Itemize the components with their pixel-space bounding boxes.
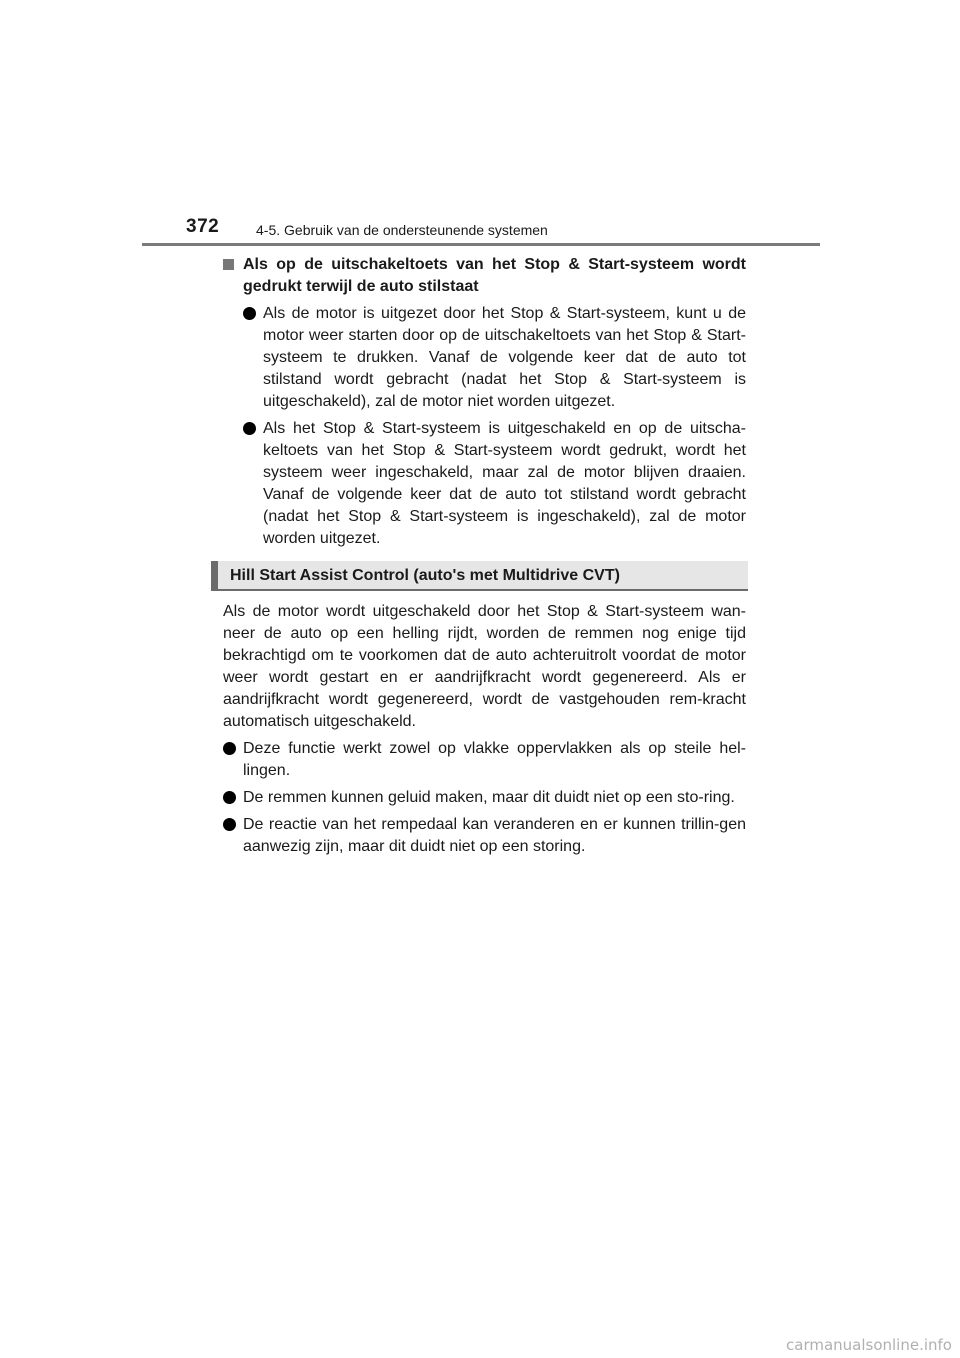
bullet-dot-icon xyxy=(223,818,236,831)
bullet-dot-icon xyxy=(243,422,256,435)
list-item-text: De remmen kunnen geluid maken, maar dit duidt niet op een sto-ring. xyxy=(243,789,735,806)
bullet-dot-icon xyxy=(223,742,236,755)
list-item-text: Als het Stop & Start-systeem is uitgeschakeld en op de uitscha-keltoets van het Stop & Start-systeem wordt gedrukt, wordt het systeem weer ingeschakeld, maar zal de motor blijven draaien. Vanaf de volgende keer dat de auto tot stilstand wordt gebracht (nadat het Stop & Start-systeem is ingeschakeld), zal de motor worden uitgezet. xyxy=(263,420,746,547)
bullet-dot-icon xyxy=(223,791,236,804)
subsection-heading-text: Als op de uitschakeltoets van het Stop & Start-systeem wordt gedrukt terwijl de auto stilstaat xyxy=(243,256,746,295)
section-heading-bar xyxy=(211,561,218,591)
section-heading: Hill Start Assist Control (auto's met Multidrive CVT) xyxy=(230,567,620,584)
section-intro-paragraph: Als de motor wordt uitgeschakeld door het Stop & Start-systeem wan-neer de auto op een helling rijdt, worden de remmen nog enige tijd bekrachtigd om te voorkomen dat de auto achteruitrolt voordat de motor weer wordt gestart en er aandrijfkracht wordt gegenereerd. Als er aandrijfkracht wordt gegenereerd, wordt de vastgehouden rem-kracht automatisch uitgeschakeld. xyxy=(223,603,746,730)
list-item-text: Deze functie werkt zowel op vlakke oppervlakken als op steile hel-lingen. xyxy=(243,740,746,779)
subsection-heading xyxy=(223,254,746,298)
section-title: 4-5. Gebruik van de ondersteunende systemen xyxy=(256,222,548,238)
section-heading-box xyxy=(211,561,748,591)
list-item xyxy=(223,787,746,809)
list-item-text: Als de motor is uitgezet door het Stop & Start-systeem, kunt u de motor weer starten door op de uitschakeltoets van het Stop & Start-systeem te drukken. Vanaf de volgende keer dat de auto tot stilstand wordt gebracht (nadat het Stop & Start-systeem is uitgeschakeld), zal de motor niet worden uitgezet. xyxy=(263,305,746,410)
page-content xyxy=(223,254,746,858)
list-item xyxy=(223,738,746,782)
bullet-dot-icon xyxy=(243,307,256,320)
list-item xyxy=(223,814,746,858)
square-bullet-icon xyxy=(223,259,234,270)
watermark: carmanualsonline.info xyxy=(786,1336,952,1354)
list-item xyxy=(223,303,746,413)
list-item xyxy=(223,418,746,550)
page-number: 372 xyxy=(186,216,220,237)
list-item-text: De reactie van het rempedaal kan veranderen en er kunnen trillin-gen aanwezig zijn, maar dit duidt niet op een storing. xyxy=(243,816,746,855)
page-header xyxy=(0,0,960,250)
header-divider xyxy=(142,243,820,246)
